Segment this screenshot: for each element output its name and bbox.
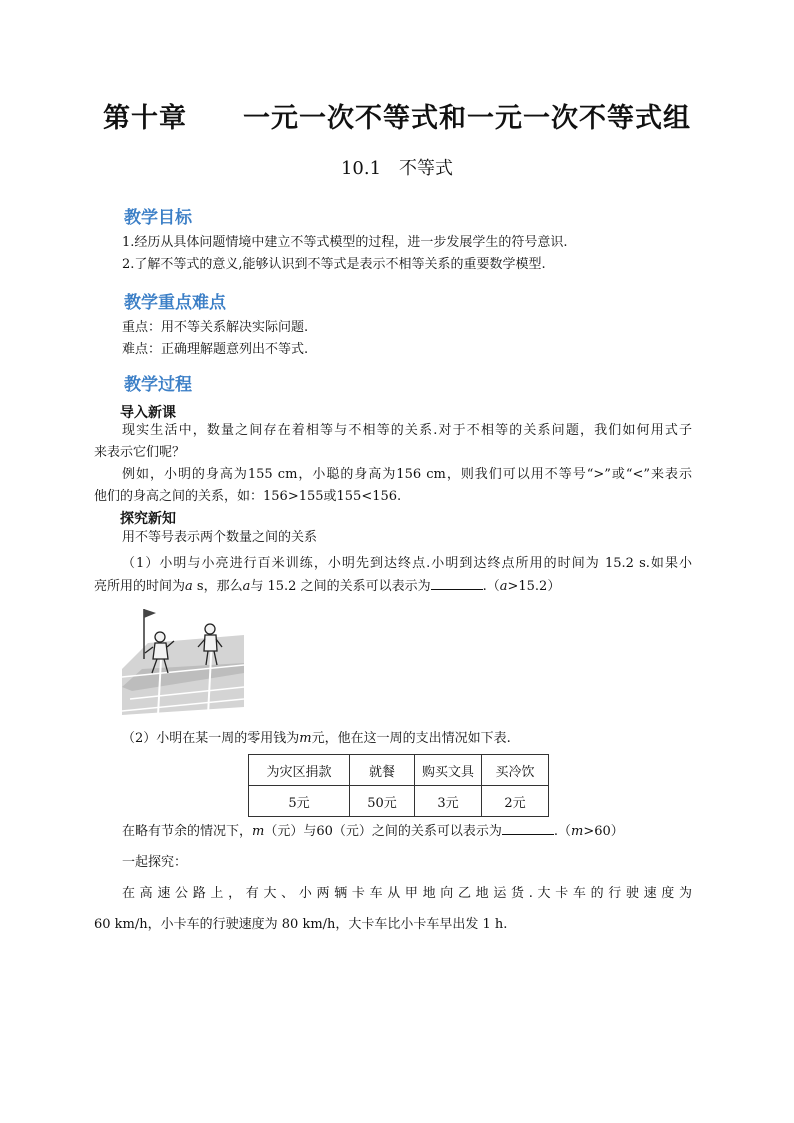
question-2-text: （2）小明在某一周的零用钱为m元，他在这一周的支出情况如下表.: [122, 731, 511, 746]
chapter-title: [0, 96, 794, 135]
table-cell: 50元: [350, 786, 415, 817]
question-1-line1: （1）小明与小亮进行百米训练，小明先到达终点.小明到达终点所用的时间为 15.2 s.如果小: [122, 556, 692, 571]
process-heading: 教学过程: [124, 375, 192, 395]
difficulty-text: 难点：正确理解题意列出不等式.: [122, 342, 309, 357]
table-header-cell: 买冷饮: [482, 755, 549, 786]
example-line1: 例如，小明的身高为155 cm，小聪的身高为156 cm，则我们可以用不等号“>”或“<”来表示: [122, 467, 692, 482]
intro-heading: 导入新课: [120, 405, 176, 421]
question-1-line2: 亮所用的时间为a s，那么a与 15.2 之间的关系可以表示为 .（a>15.2）: [94, 579, 561, 594]
running-race-illustration: [122, 607, 244, 717]
goal-item-1: 1.经历从具体问题情境中建立不等式模型的过程，进一步发展学生的符号意识.: [122, 235, 568, 250]
table-cell: 5元: [249, 786, 350, 817]
explore-heading: 探究新知: [120, 511, 176, 527]
intro-paragraph-line2: 来表示它们呢？: [94, 445, 186, 460]
chapter-number: 第十章: [103, 103, 187, 134]
key-points-heading: 教学重点难点: [124, 293, 226, 313]
intro-paragraph-line1: 现实生活中，数量之间存在着相等与不相等的关系.对于不相等的关系问题，我们如何用式子: [122, 423, 692, 438]
truck-problem-line2: 60 km/h，小卡车的行驶速度为 80 km/h，大卡车比小卡车早出发 1 h.: [94, 917, 508, 932]
chapter-name: 一元一次不等式和一元一次不等式组: [243, 103, 691, 134]
table-cell: 3元: [415, 786, 482, 817]
table-header-cell: 购买文具: [415, 755, 482, 786]
explore-lead: 用不等号表示两个数量之间的关系: [122, 530, 318, 545]
goals-heading: 教学目标: [124, 208, 192, 228]
answer-blank-2: [502, 822, 554, 835]
table-row: [249, 786, 549, 817]
goal-item-2: 2.了解不等式的意义,能够认识到不等式是表示不相等关系的重要数学模型.: [122, 257, 546, 272]
table-header-cell: 为灾区捐款: [249, 755, 350, 786]
spending-table: [248, 754, 549, 817]
truck-problem-line1: 在高速公路上，有大、小两辆卡车从甲地向乙地运货.大卡车的行驶速度为: [122, 886, 692, 901]
table-header-row: [249, 755, 549, 786]
table-cell: 2元: [482, 786, 549, 817]
section-title: 10.1 不等式: [340, 158, 454, 179]
together-explore-label: 一起探究：: [122, 855, 188, 870]
question-2-answer-line: 在略有节余的情况下，m（元）与60（元）之间的关系可以表示为 .（m>60）: [122, 824, 624, 839]
focus-text: 重点：用不等关系解决实际问题.: [122, 320, 309, 335]
table-header-cell: 就餐: [350, 755, 415, 786]
answer-blank-1: [431, 577, 483, 590]
example-line2: 他们的身高之间的关系，如：156>155或155<156.: [94, 489, 402, 504]
